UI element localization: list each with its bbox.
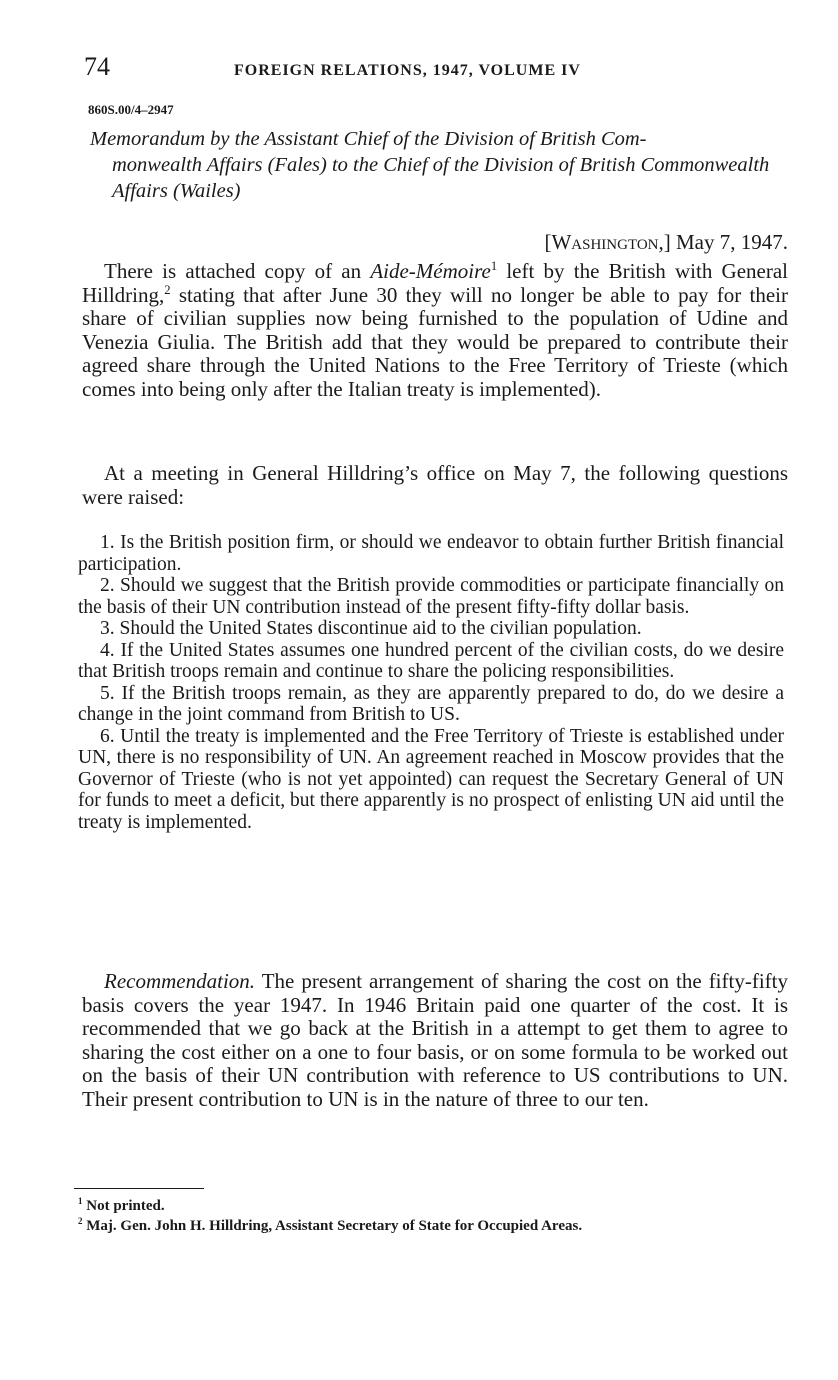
memo-title-line1: Memorandum by the Assistant Chief of the Division of British Com- xyxy=(90,128,647,150)
footnote-text-1: Not printed. xyxy=(86,1198,165,1214)
file-number: 860S.00/4–2947 xyxy=(88,102,174,117)
question-item-4: 4. If the United States assumes one hundred percent of the civilian costs, do we desire that British troops remain and continue to share the policing responsibilities. xyxy=(78,639,784,682)
recommendation-text: The present arrangement of sharing the cost on the fifty-fifty basis covers the year 1947. In 1946 Britain paid one quarter of the cost. It is recommended that we go back at the British in a attempt to get them to agree to sharing the cost either on a one to four basis, or on some formula to be worked out on the basis of their UN contribution with reference to US contributions to UN. Their present contribution to UN is in the nature of three to our ten. xyxy=(82,969,788,1111)
question-item-2: 2. Should we suggest that the British provide commodities or participate financially on the basis of their UN contribution instead of the present fifty-fifty dollar basis. xyxy=(78,575,784,618)
footnote-text-2: Maj. Gen. John H. Hilldring, Assistant Secretary of State for Occupied Areas. xyxy=(86,1218,583,1234)
aide-memoire-term: Aide-Mémoire xyxy=(370,259,491,283)
question-item-3: 3. Should the United States discontinue aid to the civilian population. xyxy=(100,618,642,639)
dateline xyxy=(380,230,788,255)
question-item-6: 6. Until the treaty is implemented and the Free Territory of Trieste is established under UN, there is no responsibility of UN. An agreement reached in Moscow provides that the Governor of Trieste (who is not yet appointed) can request the Secretary General of UN for funds to meet a deficit, but there apparently is no prospect of enlisting UN aid until the treaty is implemented. xyxy=(78,725,784,833)
memo-title xyxy=(90,126,790,204)
p1-text-a: There is attached copy of an xyxy=(104,259,371,283)
running-head: FOREIGN RELATIONS, 1947, VOLUME IV xyxy=(234,62,581,79)
footnote-mark-2: 2 xyxy=(78,1216,83,1226)
questions-list xyxy=(78,532,784,833)
question-item-5: 5. If the British troops remain, as they are apparently prepared to do, do we desire a change in the joint command from British to US. xyxy=(78,682,784,725)
memo-title-line2: monwealth Affairs (Fales) to the Chief of the Division of British Commonwealth Affairs (Wailes) xyxy=(112,154,770,202)
recommendation-label: Recommendation. xyxy=(104,969,256,993)
paragraph-1 xyxy=(82,260,788,401)
footnote-ref-2[interactable]: 2 xyxy=(164,282,171,297)
footnote-mark-1: 1 xyxy=(78,1196,83,1206)
dateline-place: [Washington,] xyxy=(544,230,671,254)
footnote-ref-1[interactable]: 1 xyxy=(490,259,498,273)
recommendation-paragraph xyxy=(82,970,788,1111)
page-number: 74 xyxy=(84,52,110,81)
p2-text: At a meeting in General Hilldring’s office on May 7, the following questions were raised: xyxy=(82,461,788,509)
question-item-1: 1. Is the British position firm, or should we endeavor to obtain further British financial participation. xyxy=(78,532,784,575)
footnote-2 xyxy=(78,1216,778,1236)
footnote-divider xyxy=(74,1188,204,1189)
paragraph-2 xyxy=(82,462,788,509)
footnote-1 xyxy=(78,1196,778,1216)
dateline-date: May 7, 1947. xyxy=(676,230,788,254)
p1-text-b: left by the British with General Hilldring, xyxy=(82,259,789,307)
p1-text-c: stating that after June 30 they will no longer be able to pay for their share of civilian supplies now being furnished to the population of Udine and Venezia Giulia. The British add that they would be prepared to contribute their agreed share through the United Nations to the Free Territory of Trieste (which comes into being only after the Italian treaty is implemented). xyxy=(82,282,788,401)
footnotes xyxy=(78,1196,778,1236)
page-header xyxy=(84,52,784,88)
